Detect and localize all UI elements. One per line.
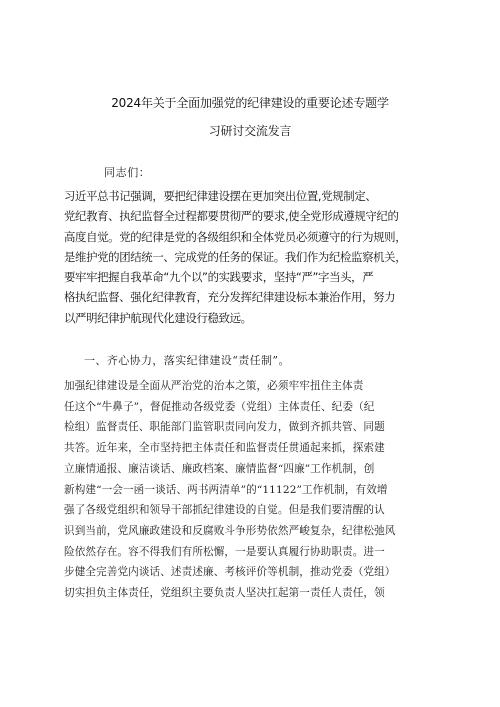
paragraph-line: 要牢牢把握自我革命“九个以”的实践要求，坚持“严”字当头，严 [64, 270, 374, 285]
paragraph-line: 高度自觉。党的纪律是党的各级组织和全体党员必须遵守的行为规则， [64, 229, 407, 244]
paragraph-line: 习近平总书记强调，要把纪律建设摆在更加突出位置,党规制定、 [64, 189, 377, 203]
document-title-line-1: 2024年关于全面加强党的纪律建设的重要论述专题学 [111, 96, 389, 110]
salutation: 同志们： [104, 166, 151, 179]
paragraph-line: 切实担负主体责任，党组织主要负责人坚决扛起第一责任人责任，领 [64, 587, 385, 600]
paragraph-line: 格执纪监督、强化纪律教育，充分发挥纪律建设标本兼治作用，努力 [64, 290, 396, 305]
document-title-line-2: 习研讨交流发言 [208, 124, 292, 138]
paragraph-line: 共答。近年来，全市坚持把主体责任和监督责任贯通起来抓，探索建 [64, 442, 385, 455]
paragraph-line: 检组）监督责任、职能部门监管职责同向发力，做到齐抓共管、同题 [64, 421, 385, 434]
section-heading: 一、齐心协力，落实纪律建设“责任制”。 [84, 354, 290, 367]
paragraph-line: 新构建“一会一函一谈话、两书两清单”的“11122”工作机制，有效增 [64, 483, 388, 496]
paragraph-line: 是维护党的团结统一、完成党的任务的保证。我们作为纪检监察机关， [64, 249, 407, 264]
paragraph-line: 险依然存在。容不得我们有所松懈，一是要认真履行协助职责。进一 [64, 545, 385, 558]
paragraph-line: 立廉情通报、廉洁谈话、廉政档案、廉情监督“四廉”工作机制，创 [64, 462, 375, 475]
paragraph-line: 党纪教育、执纪监督全过程都要贯彻严的要求,使全党形成遵规守纪的 [64, 209, 399, 224]
paragraph-line: 任这个“牛鼻子”，督促推动各级党委（党组）主体责任、纪委（纪 [64, 400, 375, 413]
paragraph-line: 加强纪律建设是全面从严治党的治本之策，必须牢牢扭住主体责 [64, 380, 364, 392]
paragraph-line: 步健全完善党内谈话、述责述廉、考核评价等机制，推动党委（党组） [64, 566, 396, 579]
paragraph-line: 识到当前，党风廉政建设和反腐败斗争形势依然严峻复杂，纪律松弛风 [64, 524, 396, 537]
opening-paragraph [64, 186, 440, 328]
paragraph-line: 以严明纪律护航现代化建设行稳致远。 [64, 310, 252, 325]
section-paragraph [64, 376, 440, 604]
paragraph-line: 强了各级党组织和领导干部抓纪律建设的自觉。但是我们要清醒的认 [64, 504, 385, 517]
